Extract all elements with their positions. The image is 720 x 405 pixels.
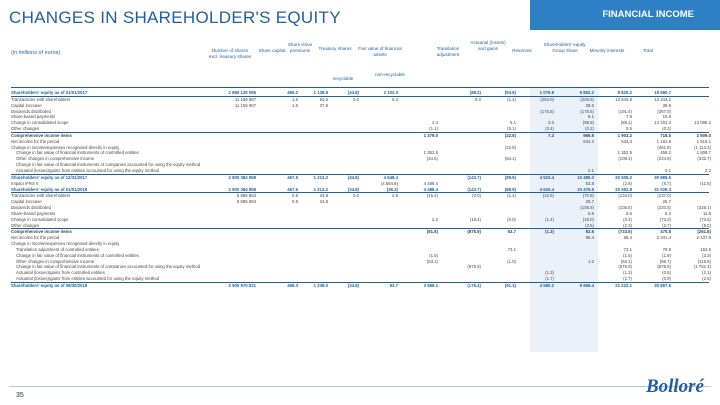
table-cell: (73.2) [659,216,671,222]
row-label: Capital increase [11,102,42,108]
table-cell: (875.9) [618,264,632,270]
table-cell: 4 580.2 [539,283,554,288]
table-cell: (1 752.4) [693,264,711,270]
row-label: Shareholders' equity as of 06/30/2018 [11,283,88,288]
table-cell: (237.0) [657,193,671,199]
table-cell: 0.9 [292,193,298,199]
subheader-recyclable: recyclable [332,76,354,81]
row-label: Change in consolidated scope [11,120,69,126]
table-cell: 30 985.5 [654,174,671,180]
table-cell: 2 900 384 958 [228,174,256,180]
row-label: Impact IFRS 9 [11,180,39,186]
table-cell: 1.0 [588,258,594,264]
table-cell: 1 352.5 [617,150,632,156]
table-cell: 1.6 [292,96,298,102]
table-cell: (220.5) [657,205,671,211]
table-cell: 18 680.7 [654,90,671,95]
table-cell: 7.3 [548,132,554,138]
table-cell: (332.7) [697,156,711,162]
row-label: Other changes in comprehensive income [16,156,95,162]
table-top-rule [11,87,709,88]
table-cell: (1.3) [545,229,554,235]
table-cell: (175.4) [467,283,481,288]
table-cell: 5 585 863 [236,193,256,199]
table-cell: (0.2) [662,126,671,132]
row-label: Capital increase [11,199,42,205]
table-cell: 634.3 [621,138,632,144]
table-cell: (53.1) [620,258,632,264]
table-row [11,282,709,289]
table-cell: 4 488.4 [423,180,438,186]
column-header: Minority interests [589,48,625,53]
row-label: Dividends distributed [11,108,51,114]
table-cell: 96.4 [585,235,594,241]
table-cell: 10 480.3 [577,174,594,180]
table-cell: 20 505.2 [615,174,632,180]
table-cell: 3 598.1 [423,283,438,288]
table-cell: (1.3) [545,270,554,276]
table-cell: (22.8) [504,132,516,138]
table-cell: 6.2 [665,210,671,216]
table-cell: (733.6) [618,229,632,235]
table-cell: 11 159 967 [234,102,256,108]
equity-changes-table [11,90,709,289]
subheader-non-recyclable: non-recyclable [375,72,405,77]
table-cell: 39.6 [662,102,671,108]
table-cell: (3.4) [545,126,554,132]
table-cell: (1.5) [623,252,632,258]
table-cell: (89.9) [504,174,516,180]
table-cell: 2 102.0 [383,90,398,95]
column-header: Number of shares excl. treasury shares [208,48,252,59]
row-label: Other changes in comprehensive income [16,258,95,264]
table-cell: (0.0) [507,216,516,222]
table-cell: (22.8) [504,144,516,150]
table-cell: 5.6 [626,210,632,216]
row-label: Shareholders' equity as of 01/01/2017 [11,90,88,95]
table-cell: 465.2 [287,90,298,95]
table-cell: (36.3) [386,186,398,192]
table-cell: (0.8) [662,270,671,276]
table-cell: (73.6) [699,216,711,222]
column-header: Total [643,48,653,53]
column-header: Share issue premiums [287,42,313,53]
table-cell: (461.9) [657,144,671,150]
table-cell: 1 138.9 [313,90,328,95]
column-header: Translation adjustment [436,46,460,57]
row-label: Share-based payments [11,210,56,216]
table-cell: (119.8) [697,258,711,264]
table-cell: 9 665.4 [579,283,594,288]
row-label: Net income for the period [11,235,60,241]
table-cell: (88.2) [469,90,481,95]
row-label: Translation adjustment of controlled entities [16,246,99,252]
table-cell: 467.5 [287,174,298,180]
table-cell: (95.9) [582,120,594,126]
table-cell: 965.5 [583,132,594,138]
table-cell: (326.1) [697,205,711,211]
table-cell: 1 181.8 [656,138,671,144]
table-cell: 53.8 [585,180,594,186]
table-cell: (81.8) [426,229,438,235]
table-cell: 1 816.1 [696,138,711,144]
table-cell: (2.6) [702,276,711,282]
row-label: Actuarial (losses)/gains from entities accounted for using the equity method [16,167,160,173]
table-cell: 5 585 863 [236,199,256,205]
table-cell: 634.3 [583,138,594,144]
table-cell: (1 113.3) [694,144,711,150]
table-cell: 2.0 [548,120,554,126]
table-cell: 0.0 [475,96,481,102]
table-cell: (875.9) [467,264,481,270]
section-badge-label: FINANCIAL INCOME [602,9,694,20]
table-cell: 79.5 [662,246,671,252]
table-cell: 0.4 [392,96,398,102]
row-label: Change in fair value of financial instruments of companies accounted for using the equity method [16,162,201,168]
table-cell: (1.7) [623,276,632,282]
table-cell: (1.7) [545,276,554,282]
table-cell: 467.5 [287,186,298,192]
table-row [11,192,709,199]
table-cell: (5.0) [702,222,711,228]
table-cell: 2 905 970 821 [228,283,256,288]
table-cell: 456.2 [660,150,671,156]
table-cell: (15.4) [426,193,438,199]
table-cell: (1.4) [507,193,516,199]
table-cell: (105.5) [618,205,632,211]
table-cell: 2 341.4 [656,235,671,241]
table-cell: 1 213.2 [313,174,328,180]
table-cell: (12.5) [542,193,554,199]
table-cell: 25.7 [585,199,594,205]
table-cell: (200.6) [580,96,594,102]
table-cell: 54.6 [319,96,328,102]
table-cell: (11.5) [700,180,711,186]
table-cell: (0.9) [662,276,671,282]
table-cell: 9 852.2 [579,90,594,95]
table-row [11,96,709,103]
column-header: Treasury shares [318,46,352,51]
table-cell: 24.8 [319,199,328,205]
table-cell: (1.4) [545,216,554,222]
table-cell: 37.9 [319,102,328,108]
table-cell: (1.4) [507,96,516,102]
table-cell: 15.9 [662,114,671,120]
table-cell: 92.6 [585,229,594,235]
table-cell: 1 903.2 [617,132,632,138]
row-label: Comprehensive income items [11,132,72,138]
table-cell: (1.3) [623,270,632,276]
table-cell: 2.2 [432,216,438,222]
table-cell: 13 343.2 [654,96,671,102]
row-label: Change in fair value of financial instruments of companies accounted for using the equity method [16,264,201,270]
table-cell: (93.8) [504,90,516,95]
table-cell: 8.1 [588,114,594,120]
column-header: Actuarial (losses) and gains [470,40,506,51]
table-cell: 468.3 [287,283,298,288]
table-cell: 1.6 [292,102,298,108]
row-label: Actuarial (losses)/gains from entities accounted for using the equity method [16,276,160,282]
table-cell: (5.1) [507,126,516,132]
table-cell: 11.8 [702,210,711,216]
table-cell: 475.8 [660,229,671,235]
table-cell: 73.1 [623,246,632,252]
table-cell: 718.5 [660,132,671,138]
table-cell: 4 488.4 [423,186,438,192]
table-cell: 73.1 [507,246,516,252]
table-cell: (105.5) [580,205,594,211]
table-cell: 4 620.4 [539,186,554,192]
table-cell: 0.0 [353,193,359,199]
table-cell: 0.1 [665,167,671,173]
row-label: Net income for the period [11,138,60,144]
row-label: Change in fair value of financial instruments of controlled entities [16,150,139,156]
table-cell: (2.8) [623,180,632,186]
table-cell: (91.3) [504,283,516,288]
row-label: Change in consolidated scope [11,216,69,222]
table-cell: 4 523.4 [539,174,554,180]
table-cell: (0.0) [472,193,481,199]
table-cell: (34.8) [347,174,359,180]
table-cell: (53.1) [426,258,438,264]
table-cell: 2 900 384 958 [228,186,256,192]
table-cell: 2.4 [432,120,438,126]
table-cell: (367.0) [657,108,671,114]
table-cell: (1.1) [429,126,438,132]
table-cell: (34.8) [347,283,359,288]
table-cell: (3.3) [702,252,711,258]
table-cell: (70.8) [582,193,594,199]
table-cell: 1 379.0 [423,132,438,138]
table-cell: 1 352.5 [423,150,438,156]
table-cell: (1.8) [662,252,671,258]
row-label: Change in income/expenses recognised directly in equity [11,144,120,150]
table-cell: (0.2) [585,126,594,132]
column-header: Shareholders' equity, Group share [543,42,587,53]
table-cell: 21 222.1 [615,283,632,288]
table-cell: (44.5) [426,156,438,162]
table-cell: 13 543.8 [615,96,632,102]
table-cell: (1.0) [507,258,516,264]
table-cell: 11 159 967 [234,96,256,102]
table-cell: (143.7) [467,174,481,180]
table-cell: 24.8 [319,193,328,199]
table-cell: (4 584.8) [380,180,398,186]
table-cell: (85.1) [620,120,632,126]
page-title: CHANGES IN SHAREHOLDER'S EQUITY [9,8,341,27]
table-cell: 31 029.3 [654,186,671,192]
table-cell: 13 181.3 [654,120,671,126]
table-cell: 0.0 [353,96,359,102]
table-cell: 93.7 [389,283,398,288]
row-label: Change in fair value of financial instruments of controlled entities [16,252,139,258]
table-cell: 5.6 [588,210,594,216]
table-cell: 152.6 [700,246,711,252]
table-cell: 39.6 [585,102,594,108]
table-cell: 2.2 [705,167,711,173]
table-cell: (224.6) [657,156,671,162]
table-cell: (2.7) [662,222,671,228]
table-cell: 0.9 [292,199,298,205]
table-cell: 13 096.2 [694,120,711,126]
table-cell: 2 885 139 085 [228,90,256,95]
table-cell: (261.8) [697,229,711,235]
table-cell: (3.5) [585,222,594,228]
table-cell: (15.4) [469,216,481,222]
row-label: Transactions with shareholders [11,96,71,102]
row-label: Change in income/expenses recognised directly in equity [11,241,120,247]
table-cell: (0.4) [623,216,632,222]
table-cell: (1.5) [429,252,438,258]
table-row [11,174,709,181]
table-cell: (876.5) [657,264,671,270]
row-label: Other changes [11,222,40,228]
table-cell: 10 476.5 [577,186,594,192]
table-cell: 0.5 [626,126,632,132]
table-cell: (34.8) [347,186,359,192]
page-number: 35 [16,392,24,399]
units-label: (in millions of euros) [11,50,61,56]
table-cell: (8.7) [662,180,671,186]
table-cell: (66.7) [659,258,671,264]
row-label: Comprehensive income items [11,229,72,235]
table-cell: 4 548.4 [383,174,398,180]
table-row [11,228,709,235]
table-cell: 5.1 [510,120,516,126]
table-cell: (875.9) [467,229,481,235]
bollore-logo: Bolloré [645,376,704,397]
table-cell: (34.8) [347,90,359,95]
footer-divider [9,386,711,387]
table-cell: 2.6 [392,193,398,199]
table-cell: (143.7) [467,186,481,192]
table-cell: 30 887.5 [654,283,671,288]
table-cell: 7.8 [626,114,632,120]
row-label: Dividends distributed [11,205,51,211]
table-cell: 53.7 [507,229,516,235]
table-cell: (2.3) [623,222,632,228]
table-cell: (18.0) [582,216,594,222]
section-badge [530,0,720,30]
row-label: Other changes [11,126,40,132]
table-cell: 1 213.2 [313,186,328,192]
row-label: Shareholders' equity as of 01/01/2018 [11,186,88,192]
table-row [11,132,709,139]
table-cell: 1 076.8 [539,90,554,95]
table-cell: (175.5) [540,108,554,114]
table-cell: (175.5) [580,108,594,114]
table-cell: (108.1) [618,156,632,162]
row-label: Actuarial (losses)/gains from controlled entities [16,270,105,276]
table-cell: (254.0) [540,96,554,102]
table-cell: (54.1) [504,156,516,162]
column-header: Share capital [258,48,286,53]
table-cell: (191.4) [618,108,632,114]
table-cell: (89.9) [504,186,516,192]
table-cell: 1 238.0 [313,283,328,288]
table-cell: 20 552.8 [615,186,632,192]
row-label: Transactions with shareholders [11,193,71,199]
table-cell: 2 437.8 [696,235,711,241]
column-header: Fair value of financial assets [358,46,402,57]
table-cell: 96.4 [623,235,632,241]
table-cell: 2.1 [588,167,594,173]
table-cell: 2 609.0 [696,132,711,138]
table-cell: 1 808.7 [696,150,711,156]
column-header: Reserves [512,48,532,53]
table-cell: 8 825.2 [617,90,632,95]
table-cell: (2.1) [702,270,711,276]
table-cell: 25.7 [662,199,671,205]
row-label: Shareholders' equity as of 12/31/2017 [11,174,88,180]
table-cell: (134.0) [618,193,632,199]
row-label: Share-based payments [11,114,56,120]
